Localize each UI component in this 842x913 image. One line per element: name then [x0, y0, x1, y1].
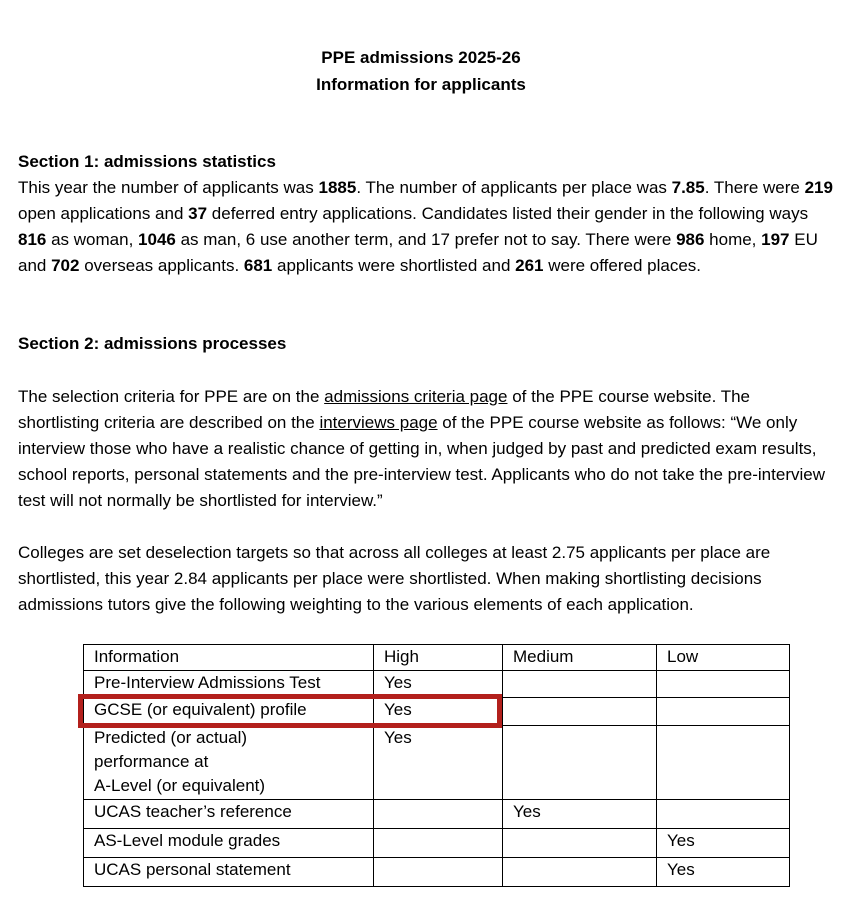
cell-information-line: Predicted (or actual): [94, 728, 248, 747]
table-row: [84, 829, 790, 858]
table-row: [84, 698, 790, 726]
doc-title: PPE admissions 2025-26: [321, 48, 521, 67]
header-medium: Medium: [503, 645, 657, 671]
section1-paragraph: This year the number of applicants was 1885. The number of applicants per place was 7.85. There were 219 open applications and 37 deferred entry applications. Candidates listed their gender in the following ways 816 as woman, 1046 as man, 6 use another term, and 17 prefer not to say. There were 986 home, 197 EU and 702 overseas applicants. 681 applicants were shortlisted and 261 were offered places.: [18, 178, 833, 275]
cell-low: [657, 800, 790, 829]
admissions-criteria-link[interactable]: admissions criteria page: [324, 387, 508, 406]
table-header-row: [84, 645, 790, 671]
section1-heading: Section 1: admissions statistics: [18, 152, 276, 171]
cell-high: Yes: [374, 698, 503, 726]
cell-information: [84, 726, 374, 800]
cell-information-line: A-Level (or equivalent): [94, 776, 266, 795]
doc-subtitle: Information for applicants: [316, 75, 526, 94]
section2-heading: Section 2: admissions processes: [18, 334, 287, 353]
cell-information-line: performance at: [94, 752, 209, 771]
cell-information: Pre-Interview Admissions Test: [84, 671, 374, 698]
cell-high: Yes: [374, 726, 503, 800]
cell-low: Yes: [657, 829, 790, 858]
cell-medium: [503, 829, 657, 858]
table-row: [84, 726, 790, 800]
interviews-page-link[interactable]: interviews page: [319, 413, 438, 432]
cell-medium: [503, 671, 657, 698]
cell-information: UCAS teacher’s reference: [84, 800, 374, 829]
table-row: [84, 858, 790, 887]
header-information: Information: [84, 645, 374, 671]
cell-low: Yes: [657, 858, 790, 887]
cell-medium: [503, 698, 657, 726]
header-high: High: [374, 645, 503, 671]
cell-information: GCSE (or equivalent) profile: [84, 698, 374, 726]
cell-medium: [503, 726, 657, 800]
cell-high: Yes: [374, 671, 503, 698]
cell-low: [657, 671, 790, 698]
weighting-table: [83, 644, 790, 887]
table-row: [84, 671, 790, 698]
cell-medium: Yes: [503, 800, 657, 829]
cell-medium: [503, 858, 657, 887]
cell-high: [374, 800, 503, 829]
section2-paragraph-criteria: The selection criteria for PPE are on the admissions criteria page of the PPE course website. The shortlisting criteria are described on the interviews page of the PPE course website as follows: “We only interview those who have a realistic chance of getting in, when judged by past and predicted exam results, school reports, personal statements and the pre-interview test. Applicants who do not take the pre-interview test will not normally be shortlisted for interview.”: [18, 387, 825, 510]
section2-paragraph-weighting: Colleges are set deselection targets so that across all colleges at least 2.75 applicants per place are shortlisted, this year 2.84 applicants per place were shortlisted. When making shortlisting decisions admissions tutors give the following weighting to the various elements of each application.: [18, 543, 771, 614]
cell-high: [374, 829, 503, 858]
cell-information: AS-Level module grades: [84, 829, 374, 858]
cell-high: [374, 858, 503, 887]
cell-information: UCAS personal statement: [84, 858, 374, 887]
header-low: Low: [657, 645, 790, 671]
cell-low: [657, 698, 790, 726]
cell-low: [657, 726, 790, 800]
table-row: [84, 800, 790, 829]
